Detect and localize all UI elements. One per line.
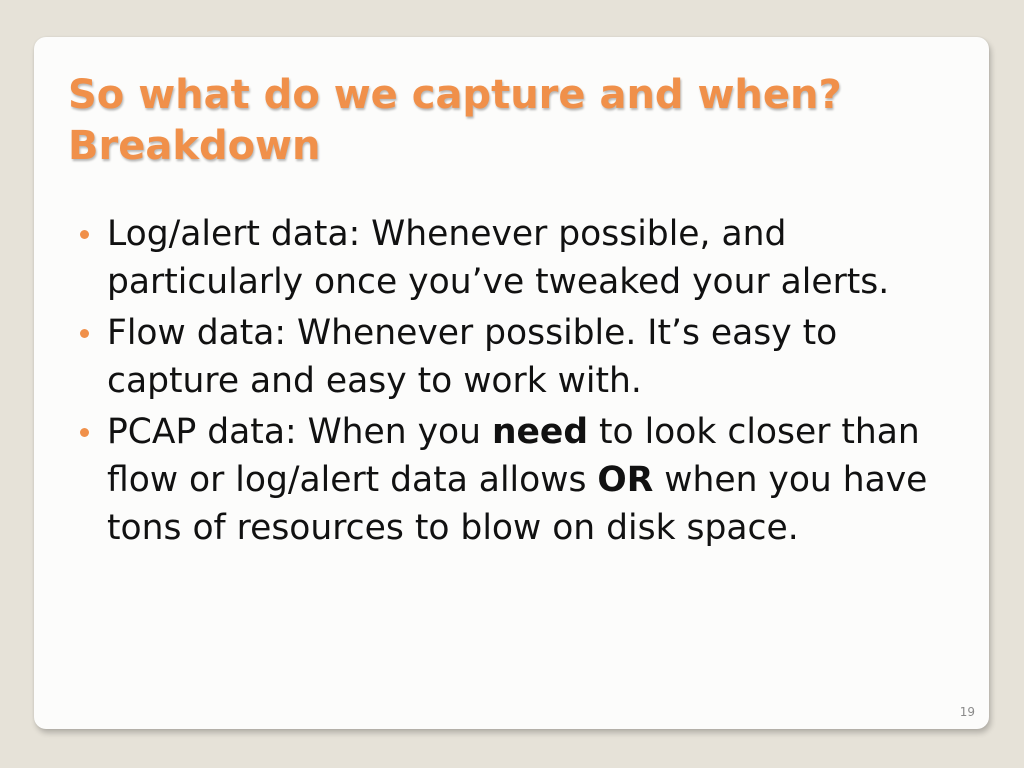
bullet-emphasis-or: OR [597,460,654,500]
slide-number: 19 [959,705,975,719]
bullet-item-log-alert [80,210,970,306]
slide-title-line-2: Breakdown [68,123,321,169]
bullet-dot-icon [80,428,89,437]
bullet-text: Flow data: Whenever possible. It’s easy to capture and easy to work with. [107,313,838,401]
bullet-text-part: to look closer than flow or log/alert data allows [107,412,920,500]
bullet-list [80,210,970,555]
bullet-dot-icon [80,329,89,338]
slide-card [34,37,989,729]
bullet-dot-icon [80,230,89,239]
bullet-text-part: PCAP data: When you [107,412,492,452]
bullet-item-pcap [80,408,970,552]
slide-title-line-1: So what do we capture and when? [68,72,842,118]
bullet-emphasis-need: need [491,412,589,452]
slide-title [68,70,968,172]
bullet-text-part: when you have tons of resources to blow on disk space. [107,460,928,548]
bullet-item-flow [80,309,970,405]
bullet-text: Log/alert data: Whenever possible, and particularly once you’ve tweaked your alerts. [107,214,890,302]
